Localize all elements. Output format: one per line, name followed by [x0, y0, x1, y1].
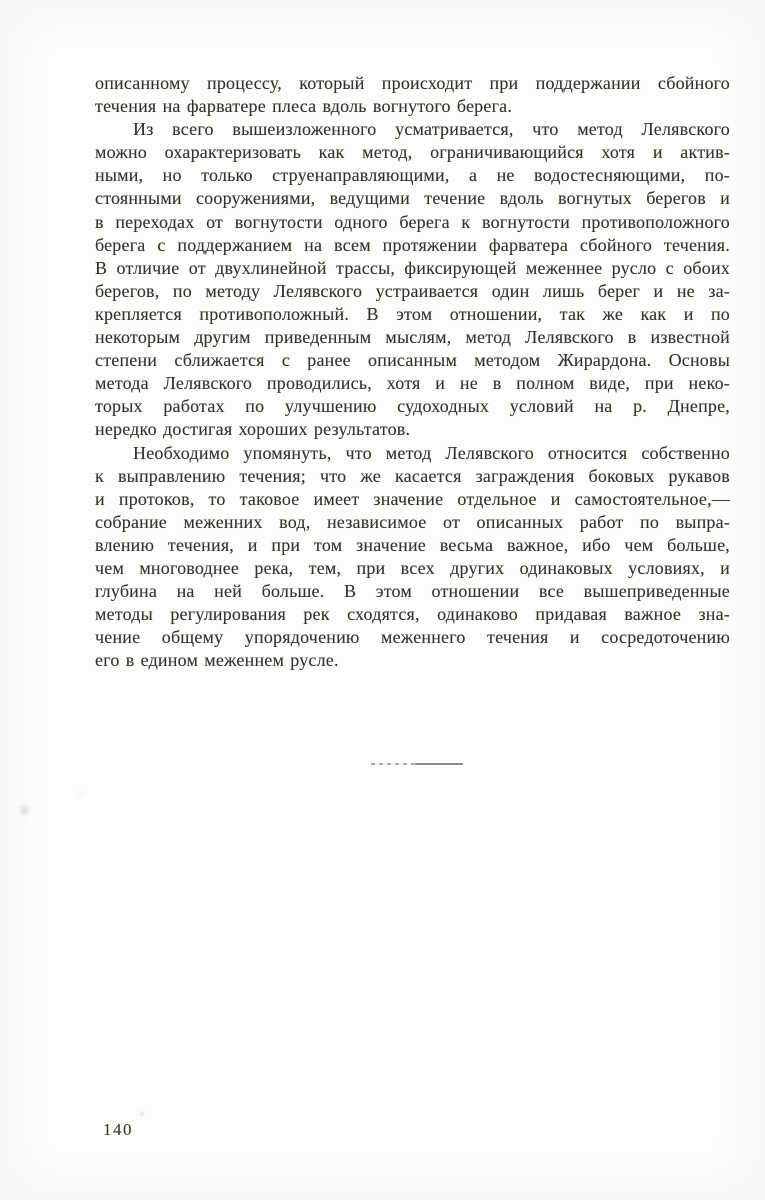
text-column [95, 72, 730, 672]
text-line: чение общему упорядочению меженнего течения и сосредоточению [95, 627, 730, 648]
text-line: влению течения, и при том значение весьма важное, ибо чем больше, [95, 534, 730, 555]
text-line: глубина на ней больше. В этом отношении все вышеприведенные [95, 581, 730, 602]
text-line: берегов, по методу Лелявского устраивается один лишь берег и не за- [95, 280, 730, 301]
text-line: собрание меженних вод, независимое от описанных работ по выпра- [95, 511, 730, 532]
text-line: берега с поддержанием на всем протяжении фарватера сбойного течения. [95, 234, 730, 255]
scan-speck [140, 1112, 144, 1115]
text-line: течения на фарватере плеса вдоль вогнутого берега. [95, 96, 513, 117]
text-line: к выправлению течения; что же касается заграждения боковых рукавов [95, 465, 730, 486]
text-line: стоянными сооружениями, ведущими течение вдоль вогнутых берегов и [95, 188, 730, 209]
divider-dashed-segment [371, 763, 415, 765]
text-line: в переходах от вогнутости одного берега к вогнутости противоположного [95, 211, 730, 232]
page-number: 140 [103, 1120, 133, 1139]
text-line: можно охарактеризовать как метод, ограничивающийся хотя и актив- [95, 142, 730, 163]
divider-solid-segment [415, 763, 463, 766]
text-line: методы регулирования рек сходятся, одинаково придавая важное зна- [95, 604, 730, 625]
text-line: чем многоводнее река, тем, при всех других одинаковых условиях, и [95, 557, 730, 578]
text-line: степени сближается с ранее описанным методом Жирардона. Основы [95, 350, 730, 371]
text-line: крепляется противоположный. В этом отношении, так же как и по [95, 303, 730, 324]
scan-speck [78, 792, 83, 796]
text-line: его в едином меженнем русле. [95, 650, 339, 671]
section-divider [371, 761, 463, 767]
text-line: некоторым другим приведенным мыслям, метод Лелявского в известной [95, 327, 730, 348]
text-line: и протоков, то таковое имеет значение отдельное и самостоятельное,— [95, 488, 730, 509]
text-line: ными, но только струенаправляющими, а не водостесняющими, по- [95, 165, 730, 186]
text-line: нередко достигая хороших результатов. [95, 419, 411, 440]
text-line: Необходимо упомянуть, что метод Лелявского относится собственно [133, 442, 730, 463]
text-line: описанному процессу, который происходит при поддержании сбойного [95, 73, 730, 93]
text-line: торых работах по улучшению судоходных условий на р. Днепре, [95, 396, 730, 417]
scan-speck [21, 806, 28, 815]
text-line: метода Лелявского проводились, хотя и не в полном виде, при неко- [95, 373, 730, 394]
text-line: В отличие от двухлинейной трассы, фиксирующей меженнее русло с обоих [95, 257, 730, 278]
text-line: Из всего вышеизложенного усматривается, что метод Лелявского [133, 119, 730, 140]
